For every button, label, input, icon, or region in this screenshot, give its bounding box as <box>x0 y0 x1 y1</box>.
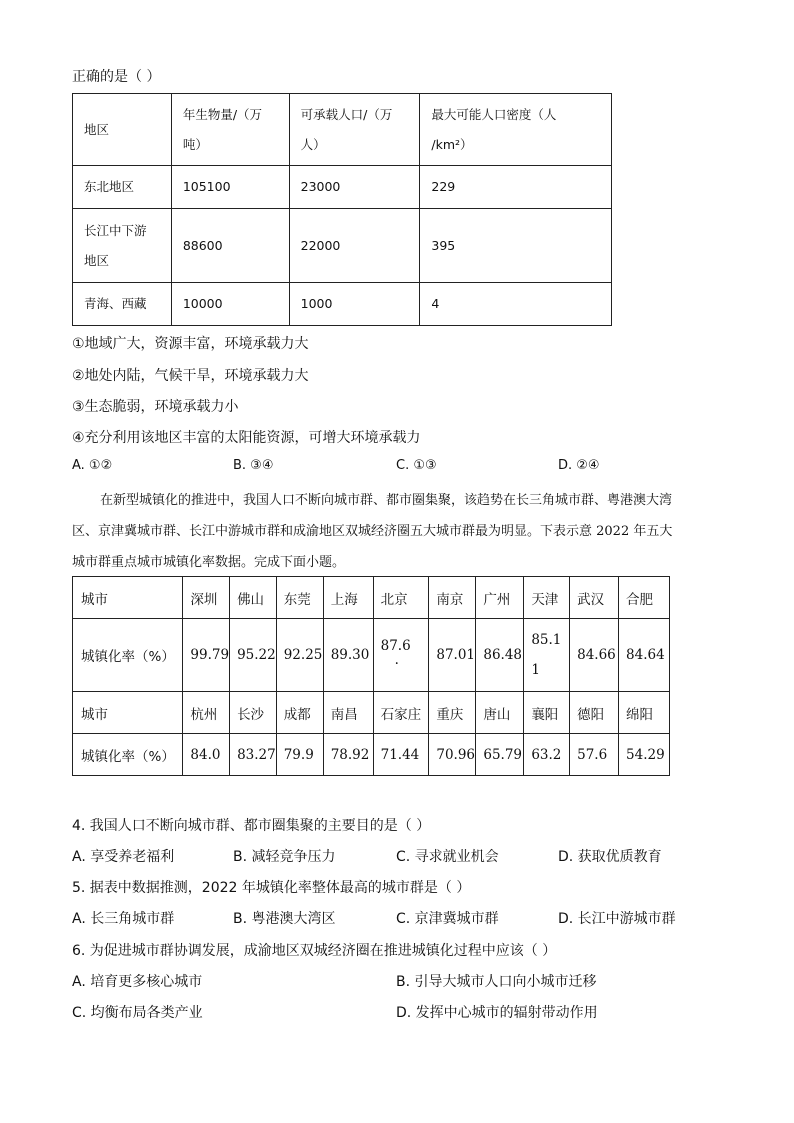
city-cell: 长沙 <box>230 692 277 734</box>
table-header-row <box>73 94 612 166</box>
city-cell: 南昌 <box>323 692 373 734</box>
rate-cell: 84.66 <box>570 619 619 692</box>
statement-1: ①地域广大，资源丰富，环境承载力大 <box>72 336 309 352</box>
urbanization-rate-table <box>72 576 670 776</box>
city-cell: 广州 <box>476 577 524 619</box>
city-cell: 合肥 <box>619 577 670 619</box>
question-4-stem: 4. 我国人口不断向城市群、都市圈集聚的主要目的是（ ） <box>72 818 431 834</box>
table-row <box>73 209 612 283</box>
city-label: 城市 <box>73 577 183 619</box>
q5-option-c: C. 京津冀城市群 <box>396 911 499 927</box>
rate-cell: 84.0 <box>183 734 230 776</box>
header-region: 地区 <box>73 94 172 166</box>
rate-label: 城镇化率（%） <box>73 734 183 776</box>
rate-label: 城镇化率（%） <box>73 619 183 692</box>
population-cell: 1000 <box>289 283 420 326</box>
header-density: 最大可能人口密度（人 /km²） <box>420 94 612 166</box>
city-cell: 唐山 <box>476 692 524 734</box>
rate-cell: 54.29 <box>619 734 670 776</box>
rate-cell: 65.79 <box>476 734 524 776</box>
rate-row <box>73 619 670 692</box>
question-stem-intro: 正确的是（ ） <box>72 69 161 85</box>
city-cell: 深圳 <box>183 577 230 619</box>
q6-option-d: D. 发挥中心城市的辐射带动作用 <box>396 1005 598 1021</box>
q6-option-b: B. 引导大城市人口向小城市迁移 <box>396 974 597 990</box>
density-cell: 229 <box>420 166 612 209</box>
option-b: B. ③④ <box>233 458 274 473</box>
option-d: D. ②④ <box>558 458 600 473</box>
rate-cell: 84.64 <box>619 619 670 692</box>
passage-line-1: 在新型城镇化的推进中，我国人口不断向城市群、都市圈集聚，该趋势在长三角城市群、粤港澳大湾 <box>100 493 673 508</box>
city-cell: 石家庄 <box>373 692 429 734</box>
statement-2: ②地处内陆，气候干旱，环境承载力大 <box>72 368 309 384</box>
q4-option-d: D. 获取优质教育 <box>558 849 662 865</box>
density-cell: 4 <box>420 283 612 326</box>
rate-cell: 83.27 <box>230 734 277 776</box>
rate-cell: 92.25 <box>276 619 323 692</box>
city-cell: 东莞 <box>276 577 323 619</box>
city-cell: 德阳 <box>570 692 619 734</box>
population-cell: 22000 <box>289 209 420 283</box>
carrying-capacity-table <box>72 93 612 326</box>
statement-3: ③生态脆弱，环境承载力小 <box>72 399 239 415</box>
passage-line-2: 区、京津冀城市群、长江中游城市群和成渝地区双城经济圈五大城市群最为明显。下表示意 2022 年五大 <box>72 524 673 539</box>
region-cell: 东北地区 <box>73 166 172 209</box>
table-row <box>73 283 612 326</box>
rate-row <box>73 734 670 776</box>
q4-option-c: C. 寻求就业机会 <box>396 849 499 865</box>
city-cell: 襄阳 <box>524 692 570 734</box>
option-a: A. ①② <box>72 458 113 473</box>
city-cell: 天津 <box>524 577 570 619</box>
question-5-stem: 5. 据表中数据推测，2022 年城镇化率整体最高的城市群是（ ） <box>72 880 471 896</box>
q6-option-a: A. 培育更多核心城市 <box>72 974 203 990</box>
header-biomass: 年生物量/（万 吨） <box>171 94 289 166</box>
rate-cell: 87.6 · <box>373 619 429 692</box>
biomass-cell: 88600 <box>171 209 289 283</box>
q5-option-a: A. 长三角城市群 <box>72 911 175 927</box>
q4-option-b: B. 减轻竞争压力 <box>233 849 336 865</box>
city-label: 城市 <box>73 692 183 734</box>
rate-cell: 70.96 <box>429 734 476 776</box>
city-row <box>73 692 670 734</box>
rate-cell: 63.2 <box>524 734 570 776</box>
biomass-cell: 105100 <box>171 166 289 209</box>
q5-option-d: D. 长江中游城市群 <box>558 911 676 927</box>
city-cell: 武汉 <box>570 577 619 619</box>
q5-option-b: B. 粤港澳大湾区 <box>233 911 336 927</box>
statement-4: ④充分利用该地区丰富的太阳能资源，可增大环境承载力 <box>72 430 421 446</box>
header-population: 可承载人口/（万 人） <box>289 94 420 166</box>
rate-cell: 86.48 <box>476 619 524 692</box>
city-cell: 杭州 <box>183 692 230 734</box>
biomass-cell: 10000 <box>171 283 289 326</box>
city-cell: 上海 <box>323 577 373 619</box>
city-cell: 重庆 <box>429 692 476 734</box>
rate-cell: 85.1 1 <box>524 619 570 692</box>
city-cell: 北京 <box>373 577 429 619</box>
city-cell: 南京 <box>429 577 476 619</box>
city-row <box>73 577 670 619</box>
population-cell: 23000 <box>289 166 420 209</box>
rate-cell: 78.92 <box>323 734 373 776</box>
city-cell: 绵阳 <box>619 692 670 734</box>
city-cell: 成都 <box>276 692 323 734</box>
city-cell: 佛山 <box>230 577 277 619</box>
rate-cell: 95.22 <box>230 619 277 692</box>
passage-line-3: 城市群重点城市城镇化率数据。完成下面小题。 <box>72 555 346 570</box>
q4-option-a: A. 享受养老福利 <box>72 849 175 865</box>
rate-cell: 71.44 <box>373 734 429 776</box>
rate-cell: 87.01 <box>429 619 476 692</box>
table-row <box>73 166 612 209</box>
rate-cell: 79.9 <box>276 734 323 776</box>
density-cell: 395 <box>420 209 612 283</box>
rate-cell: 89.30 <box>323 619 373 692</box>
rate-cell: 57.6 <box>570 734 619 776</box>
rate-cell: 99.79 <box>183 619 230 692</box>
region-cell: 长江中下游 地区 <box>73 209 172 283</box>
question-6-stem: 6. 为促进城市群协调发展，成渝地区双城经济圈在推进城镇化过程中应该（ ） <box>72 943 557 959</box>
region-cell: 青海、西藏 <box>73 283 172 326</box>
q6-option-c: C. 均衡布局各类产业 <box>72 1005 203 1021</box>
option-c: C. ①③ <box>396 458 437 473</box>
